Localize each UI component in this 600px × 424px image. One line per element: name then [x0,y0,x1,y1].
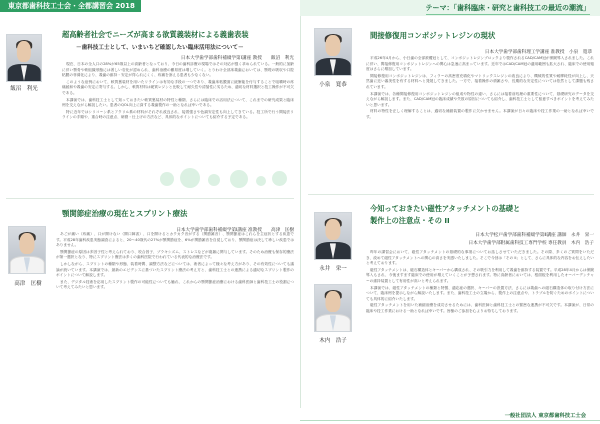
section-divider [6,198,294,199]
article-body [8,232,294,408]
article-title: 今知っておきたい磁性アタッチメントの基礎と [370,204,521,213]
paragraph: 磁性アタッチメントを用いた補綴治療を成功させるためには、歯科医師と歯科技工士との緊密な連携が不可欠です。本講演が、日常の臨床や技工作業における一助となれば幸いです。皆様のご参加を心よりお待ちしております。 [366,303,594,313]
photo-caption: 木内 浩子 [319,338,347,344]
paragraph: 材料の特性を正しく理解することは、適切な補綴装置の製作に欠かせません。本講演が日々の臨床や技工作業の一助となれば幸いです。 [366,109,594,119]
footer-line [300,420,600,421]
paragraph: 磁性アタッチメントは、磁石構造体とキーパーから構成され、その吸引力を利用して義歯を維持する装置です。平成28年4月からは保険導入もされ、今後ますます臨床での使用が増えていくことが予想されます。特に高齢者においては、根面板を利用したオーバーデンチャーの維持装置として有用性が高いと考えられます。 [366,267,594,283]
author-photo [6,34,42,82]
article-title: 顎関節症治療の現在とスプリント療法 [62,209,188,218]
paragraph: しかしながら、スプリントの種類や形態、装着時間、調整方法などについては、術者によって様々な考え方があり、その有効性についても議論が続いています。本講演では、最新のエビデンスに基づいたスプリント療法の考え方と、歯科技工士との連携による適切なスプリント製作のポイントについて解説します。 [56,261,294,278]
paragraph: 顎関節症の原因は多因子性と考えられており、咬合因子、ブラキシズム、ストレスなどが複雑に関与しています。そのため治療も保存的療法が第一選択となり、特にスプリント療法は多くの歯科医院で行われている代表的な治療法です。 [56,249,294,260]
article-1-body [62,62,294,154]
paragraph: 現在、日本の全人口の28%が65歳以上の高齢者となっており、今日の歯科診療の現場ではその対応が強く求められている。一般的に加齢に伴い顎骨や軟組織形態には著しい変化が認められ、歯科治療の難易度は増していく。とりわけ全部床義歯においては、顎堤の吸収や口腔粘膜の菲薄化により、義歯の維持・安定が得られにくく、疼痛を訴える患者も少なくない。 [62,62,294,78]
paragraph: あごが痛い（疼痛）、口が開けない（開口障害）、口を開けるとカクカク音がする（関節雑音）、顎関節症はこれらを主症状とする疾患です。平成28年歯科疾患実態調査によると、20〜40歳代の27%が顎関節症を、6%が関節雑音を自覚しており、顎関節症は決して珍しい疾患ではありません。 [56,232,294,248]
photo-caption: 高津 匡樹 [14,281,42,287]
paragraph: 間接修復用コンポジットレジンは、フィラーの高密度充填化やマトリックスレジンの改良により、機械的性質や耐摩耗性が向上し、天然歯に近い審美性を有する材料へと発展してきました。一方で、接着操作の煩雑さや、長期的な安定性については依然として課題も残されています。 [366,73,594,89]
article-1 [62,30,294,61]
article-body [62,62,294,154]
article-3-body [314,56,594,184]
section-divider [308,194,594,195]
photo-caption: 永井 栄一 [319,266,347,272]
article-4 [370,204,594,246]
article-author: 日本大学松戸歯学部歯科補綴学第Ⅱ講座 講師 永井 栄一 [475,233,594,238]
article-2 [62,208,294,233]
article-title: 間接修復用コンポジットレジンの現状 [370,31,496,40]
theme-label: テーマ：「歯科臨床・研究と歯科技工の最近の潮流」 [426,3,591,15]
footer-label: 一般社団法人 東京都歯科技工士会 [504,413,586,419]
paragraph: このような症例において、軟質裏装材を用いたリラインは有効な手段の一つであり、義歯床粘膜面に緩衝能を付与することで咀嚼時の疼痛緩和や義歯の安定に寄与する。しかし、軟質材料は硬質レジンと比較して耐久性や清掃性に劣るため、適切な材料選択と技工操作が不可欠である。 [62,79,294,95]
photo-caption: 小泉 寛恭 [319,82,347,88]
article-title: 超高齢者社会でニーズが高まる欲質義装材による義歯表装 [62,30,249,39]
header-left [0,0,300,13]
paragraph: 本講演では、各種間接修復用コンポジットレジンの組成や物性の違い、さらには接着前処理の重要性について、基礎研究のデータを交えながら解説します。また、CAD/CAM冠の臨床成績や失敗の原因についても紹介し、歯科技工士として留意すべきポイントを考えてみたいと思います。 [366,91,594,107]
article-author: 日本大学歯学部附属歯科技工専門学校 専任教員 木内 浩子 [468,241,594,246]
paragraph: 昨年の講習会において、磁性アタッチメントの基礎的な事項についてお話しさせていただきました。その際、多くのご質問をいただき、改めて磁性アタッチメントへの関心の高さを実感いたしました。そこで今回は「その II」として、さらに具体的な内容をお伝えしたいと考えております。 [366,250,594,266]
event-label: 東京都歯科技工士会・全都講習会 2018 [0,0,141,12]
paragraph: 本講演では、磁性アタッチメントの種類と特徴、適応症の選択、キーパーの設置方法、さらには義歯への磁石構造体の取り付け方法について、臨床例を提示しながら解説いたします。また、歯科技工士の立場から、製作上の注意点や、トラブルを防ぐためのポイントについても具体的に紹介いたします。 [366,285,594,301]
paragraph: 特に近年ではシリコーン系とアクリル系の材料がそれぞれ改良され、接着強さや色調安定性も向上してきている。技工所で行う間接法リラインの手順や、重合時の注意点、研磨・仕上げの方法など、具体的なポイントについても紹介する予定である。 [62,109,294,120]
article-2-body [8,232,294,408]
decorative-dots [150,168,290,192]
article-author: 日本大学歯学部歯科補綴学第Ⅰ講座 教授 飯沼 利光 [180,56,294,61]
photo-caption: 飯沼 利光 [10,86,38,92]
paragraph: また、デジタル技術を応用したスプリント製作の可能性についても触れ、これからの顎関節症治療における歯科医師と歯科技工士の役割について考えてみたいと思います。 [56,279,294,290]
paragraph: 平成26年4月から、小臼歯の全部被覆冠として、コンポジットレジンブロックより製作されるCAD/CAM冠が保険導入されました。これに伴い、間接修復用コンポジットレジンへの関心は急速に高まっています。近年ではCAD/CAM冠の適用範囲も拡大され、臨床での使用頻度はさらに増加しています。 [366,56,594,72]
article-title-line2: 製作上の注意点・その II [370,216,450,225]
paragraph: 本講演では、歯科技工士として知っておきたい軟質裏装材の特性と種類、さらには臨床での活用法について、これまでの研究成果と臨床例を交えながら解説したい。患者のQOL向上に資する義歯製作の一助となれば幸いである。 [62,97,294,108]
article-body [314,56,594,184]
article-subtitle: －歯科技工士として、いまいちど確認したい臨床活用法について－ [76,45,244,51]
header-right [300,0,600,16]
article-author: 日本大学歯学部歯科理工学講座 准教授 小泉 寛恭 [484,50,592,55]
article-4-body [314,250,594,402]
article-3 [370,30,592,55]
article-author: 日本大学歯学部歯科補綴学第Ⅰ講座 准教授 高津 匡樹 [176,228,294,233]
page-divider [300,16,301,408]
article-body [314,250,594,402]
